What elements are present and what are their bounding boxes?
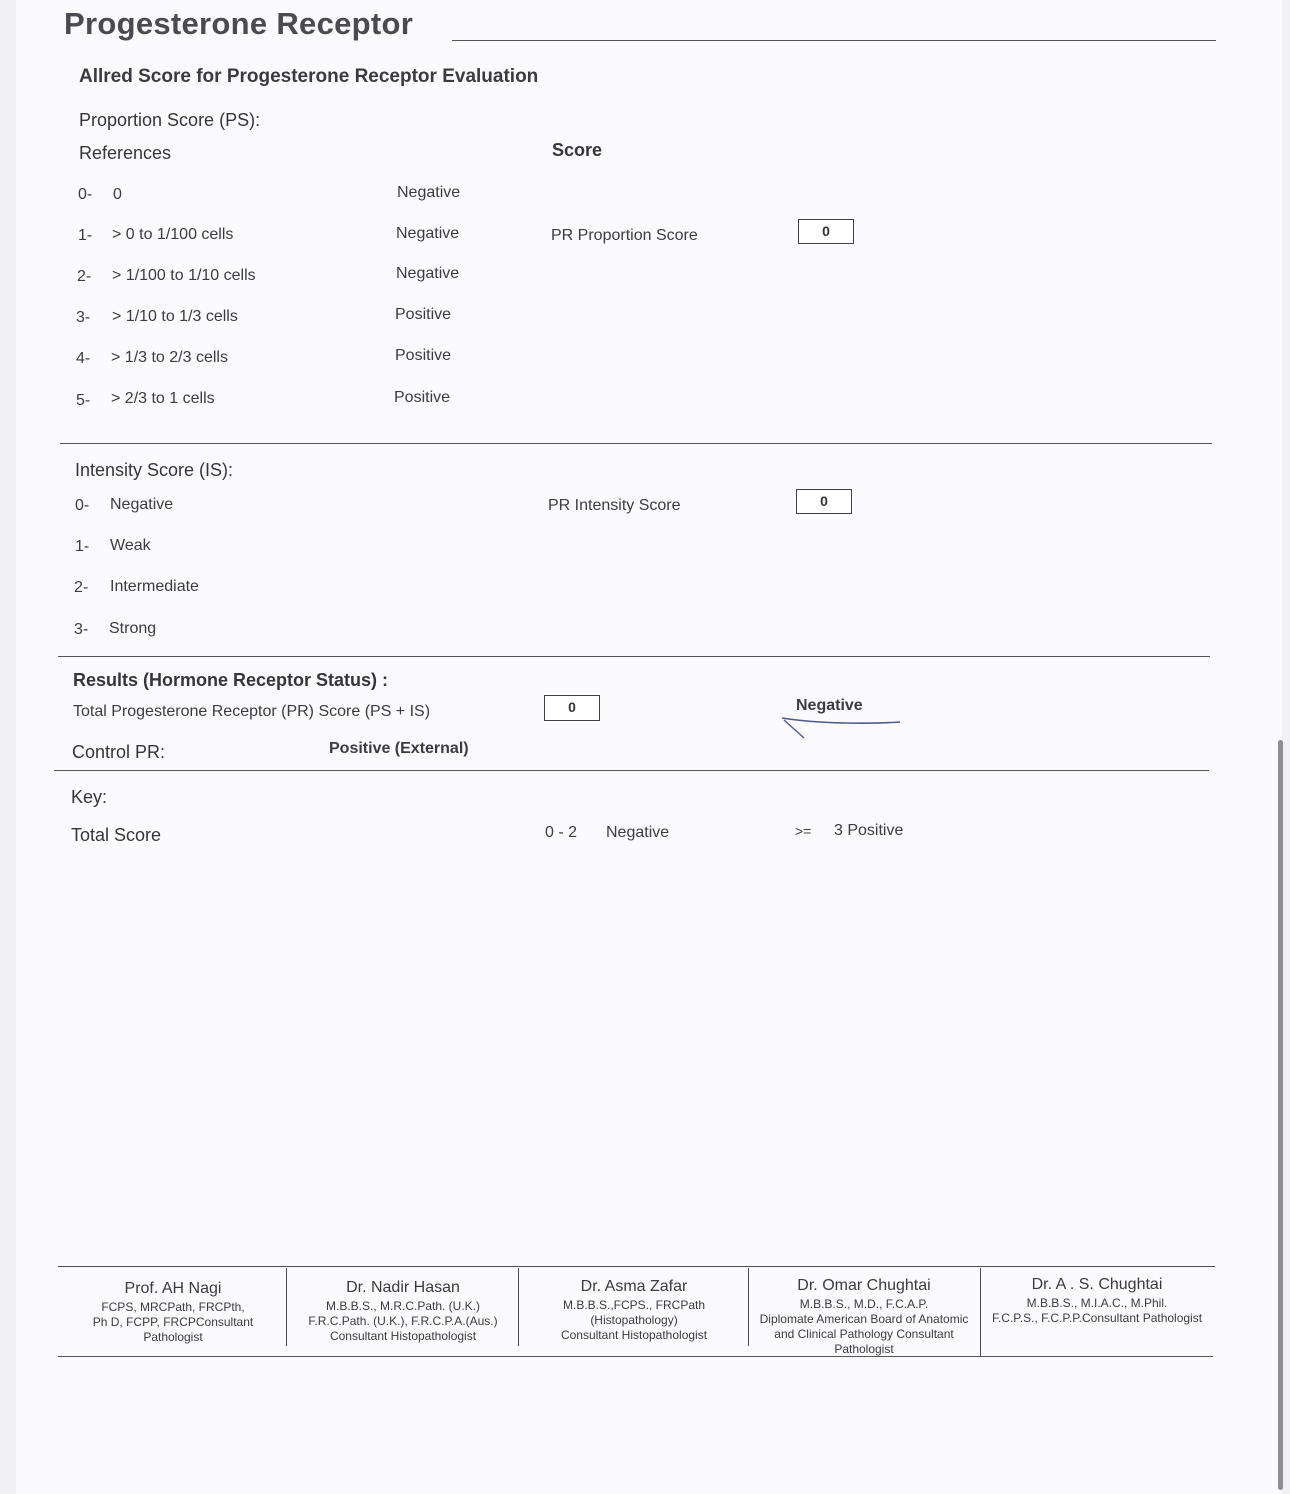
subtitle: Allred Score for Progesterone Receptor Evaluation <box>79 66 539 87</box>
row-result: Negative <box>396 225 460 242</box>
report-page <box>16 0 1282 1494</box>
signatory-name: Dr. Omar Chughtai <box>797 1277 931 1294</box>
row-range: > 1/10 to 1/3 cells <box>112 308 238 325</box>
section-divider <box>54 770 1209 771</box>
signatory-qualification: M.B.B.S., M.R.C.Path. (U.K.) <box>325 1299 481 1313</box>
row-result: Positive <box>395 306 452 323</box>
row-range: > 1/100 to 1/10 cells <box>112 267 256 284</box>
signatory-block <box>748 1277 980 1357</box>
scrollbar[interactable] <box>1278 740 1283 1490</box>
row-range: > 2/3 to 1 cells <box>111 390 215 407</box>
row-number: 3- <box>76 309 91 326</box>
row-number: 2- <box>77 268 92 285</box>
row-result: Positive <box>394 389 451 406</box>
row-number: 2- <box>74 579 89 596</box>
row-label: Negative <box>110 496 174 513</box>
signatory-qualification: M.B.B.S., M.D., F.C.A.P. <box>799 1297 929 1311</box>
total-pr-score-label: Total Progesterone Receptor (PR) Score (PS + IS) <box>73 703 431 720</box>
row-label: Weak <box>110 537 151 554</box>
signatory-qualification: Pathologist <box>143 1330 203 1344</box>
signatory-qualification: Consultant Histopathologist <box>329 1329 477 1343</box>
signatory-qualification: F.R.C.Path. (U.K.), F.R.C.P.A.(Aus.) <box>308 1314 498 1328</box>
row-number: 4- <box>76 350 91 367</box>
signatory-name: Dr. A . S. Chughtai <box>1031 1276 1163 1293</box>
signatory-qualification: M.B.B.S., M.I.A.C., M.Phil. <box>1026 1296 1168 1310</box>
negative-range: 0 - 2 <box>545 824 578 841</box>
footer-bottom-line <box>58 1356 1213 1357</box>
row-range: > 0 to 1/100 cells <box>112 226 234 243</box>
positive-key-label: 3 Positive <box>834 822 904 839</box>
row-number: 3- <box>74 621 89 638</box>
pr-intensity-score-label: PR Intensity Score <box>548 497 681 514</box>
row-number: 1- <box>75 538 90 555</box>
references-column-header: References <box>79 143 172 163</box>
footer-divider <box>518 1268 519 1346</box>
row-number: 1- <box>78 227 93 244</box>
signatory-name: Prof. AH Nagi <box>124 1280 222 1297</box>
section-divider <box>60 443 1212 444</box>
row-range: 0 <box>113 186 122 203</box>
signatory-qualification: F.C.P.S., F.C.P.P.Consultant Pathologist <box>991 1311 1203 1325</box>
title-underline <box>452 40 1216 41</box>
row-label: Intermediate <box>110 578 199 595</box>
row-number: 0- <box>78 186 93 203</box>
section-divider <box>58 656 1210 657</box>
receptor-status: Negative <box>796 697 863 714</box>
signatory-qualification: and Clinical Pathology Consultant <box>774 1327 954 1341</box>
total-pr-score-box: 0 <box>544 695 600 721</box>
control-pr-label: Control PR: <box>72 742 166 762</box>
signatory-block <box>60 1280 286 1345</box>
signatory-qualification: Diplomate American Board of Anatomic <box>759 1312 969 1326</box>
pr-proportion-score-box: 0 <box>798 219 854 244</box>
signatory-block <box>288 1279 518 1344</box>
row-result: Negative <box>397 184 461 201</box>
signatory-qualification: FCPS, MRCPath, FRCPth, <box>101 1300 245 1314</box>
signatory-qualification: Consultant Histopathologist <box>560 1328 708 1342</box>
footer-divider <box>286 1268 287 1346</box>
signatory-name: Dr. Asma Zafar <box>580 1278 688 1295</box>
signatory-name: Dr. Nadir Hasan <box>346 1279 460 1296</box>
score-column-header: Score <box>552 140 603 160</box>
negative-key-label: Negative <box>606 824 670 841</box>
signatory-qualification: M.B.B.S.,FCPS., FRCPath <box>562 1298 706 1312</box>
row-result: Negative <box>396 265 460 282</box>
signatory-qualification: Pathologist <box>834 1342 894 1356</box>
pr-proportion-score-label: PR Proportion Score <box>551 227 698 244</box>
signatory-block <box>520 1278 748 1343</box>
signatory-block <box>982 1276 1212 1326</box>
signatory-qualification: (Histopathology) <box>590 1313 678 1327</box>
footer-divider <box>980 1268 981 1356</box>
footer-top-line <box>58 1266 1215 1267</box>
intensity-heading: Intensity Score (IS): <box>75 460 234 480</box>
row-number: 5- <box>76 392 91 409</box>
pen-underline-mark <box>780 708 910 744</box>
control-pr-value: Positive (External) <box>329 740 469 757</box>
signatory-qualification: Ph D, FCPP, FRCPConsultant <box>92 1315 254 1329</box>
total-score-label: Total Score <box>71 825 162 845</box>
positive-operator: >= <box>795 823 812 839</box>
row-range: > 1/3 to 2/3 cells <box>111 349 228 366</box>
key-heading: Key: <box>71 787 108 807</box>
row-result: Positive <box>395 347 452 364</box>
results-heading: Results (Hormone Receptor Status) : <box>73 670 389 690</box>
row-label: Strong <box>109 620 157 637</box>
pr-intensity-score-box: 0 <box>796 489 852 514</box>
page-title: Progesterone Receptor <box>64 6 414 41</box>
row-number: 0- <box>75 497 90 514</box>
proportion-heading: Proportion Score (PS): <box>79 110 261 130</box>
